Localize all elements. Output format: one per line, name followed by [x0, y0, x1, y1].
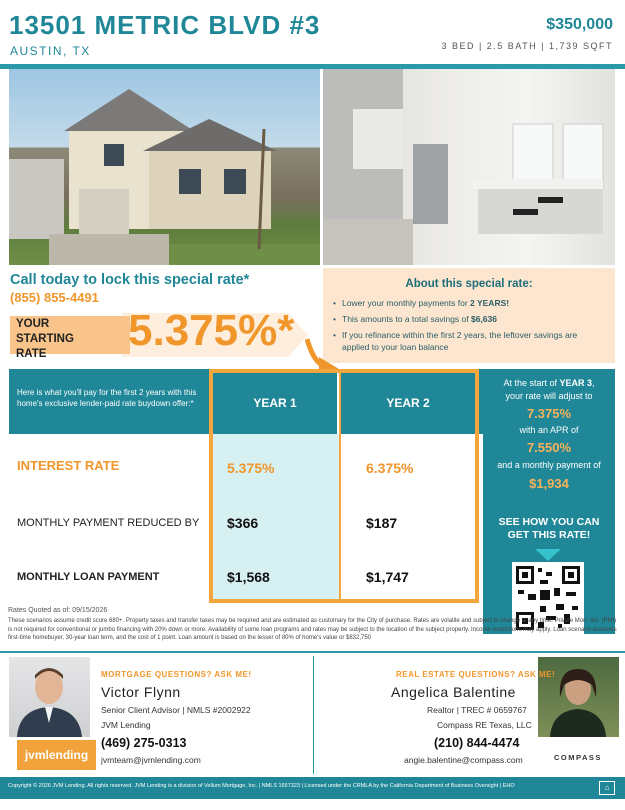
year2-payment: $1,747	[366, 569, 409, 585]
lender-company: JVM Lending	[101, 720, 151, 730]
lender-logo: jvmlending	[17, 740, 96, 770]
row-label-payment: MONTHLY LOAN PAYMENT	[17, 571, 160, 583]
year1-interest: 5.375%	[227, 460, 275, 476]
about-bullet-2	[342, 313, 607, 325]
disclaimer: These scenarios assume credit score 680+. Property taxes and transfer taxes may be required and are estimated as customary for the City of purchase. Rates are volatile and subject to change at any time. Private Mort. Ins. (PMI) is not required for conventional or jumbo financing with 20% down or more. Availability of some loan programs and rates may be subject to the location of the subject property. Income restrictions may apply. Loan scenario assumes first-time homebuyer, 30-year loan term, and the cost of 1 point. Loan amount is based on the lesser of 80% of home's value or $832,750	[8, 618, 617, 641]
year3-payment: $1,934	[529, 476, 569, 491]
year3-payment-text: and a monthly payment of	[497, 460, 601, 470]
starting-rate-label	[10, 316, 130, 360]
realtor-name: Angelica Balentine	[391, 684, 516, 700]
lender-phone[interactable]: (469) 275-0313	[101, 736, 187, 750]
call-headline: Call today to lock this special rate*	[10, 272, 250, 288]
contacts-divider	[0, 651, 625, 653]
lender-ask: MORTGAGE QUESTIONS? ASK ME!	[101, 670, 252, 679]
row-label-interest: INTEREST RATE	[17, 458, 120, 473]
row-label-reduced: MONTHLY PAYMENT REDUCED BY	[17, 517, 200, 529]
promo-phone[interactable]: (855) 855-4491	[10, 290, 99, 305]
year1-header	[213, 373, 339, 434]
kitchen-illustration	[323, 69, 615, 265]
realtor-avatar	[538, 657, 619, 737]
year3-apr: 7.550%	[526, 440, 572, 455]
year3-intro-comma: ,	[592, 378, 595, 388]
starting-rate-label-line1: YOUR	[16, 318, 50, 330]
kitchen-photo	[323, 69, 615, 265]
realtor-ask: REAL ESTATE QUESTIONS? ASK ME!	[396, 670, 556, 679]
table-hint: Here is what you'll pay for the first 2 years with this home's exclusive lender-paid rate buydown offer:*	[17, 388, 197, 408]
exterior-photo	[9, 69, 320, 265]
realtor-email[interactable]: angie.balentine@compass.com	[404, 755, 523, 765]
year1-label: YEAR 1	[253, 396, 297, 410]
house-illustration	[9, 69, 320, 265]
qr-pointer-icon	[535, 549, 561, 561]
lender-email[interactable]: jvmteam@jvmlending.com	[101, 755, 201, 765]
starting-rate-label-line3: RATE	[16, 348, 47, 360]
year2-header	[341, 373, 475, 434]
listing-specs: 3 BED | 2.5 BATH | 1,739 SQFT	[441, 41, 613, 51]
equal-housing-icon: ⌂	[599, 781, 615, 795]
year3-intro-text: At the start of	[503, 378, 560, 388]
about-bullet-1-text: Lower your monthly payments for	[342, 298, 471, 308]
about-rate-title: About this special rate:	[405, 278, 533, 290]
realtor-company: Compass RE Texas, LLC	[437, 720, 532, 730]
year2-interest: 6.375%	[366, 460, 414, 476]
year2-label: YEAR 2	[386, 396, 430, 410]
cta-line1: SEE HOW YOU CAN	[498, 516, 600, 528]
listing-city: AUSTIN, TX	[10, 44, 91, 58]
realtor-phone[interactable]: (210) 844-4474	[434, 736, 520, 750]
lender-avatar	[9, 657, 90, 737]
year3-rate: 7.375%	[526, 406, 572, 421]
listing-address: 13501 METRIC BLVD #3	[9, 10, 321, 40]
realtor-title: Realtor | TREC # 0659767	[427, 705, 527, 715]
rates-quoted-date: Rates Quoted as of: 09/15/2026	[8, 607, 108, 614]
starting-rate-value: 5.375%*	[128, 306, 295, 355]
about-bullet-1-bold: 2 YEARS!	[470, 298, 510, 308]
year3-intro	[483, 378, 615, 388]
about-bullet-1	[342, 297, 607, 309]
year1-payment: $1,568	[227, 569, 270, 585]
year3-apr-text: with an APR of	[519, 425, 579, 435]
realtor-logo: COMPASS	[554, 753, 602, 762]
about-bullet-2-bold: $6,636	[470, 314, 497, 324]
year3-intro-year: YEAR 3	[559, 378, 593, 388]
year2-reduced: $187	[366, 515, 398, 531]
listing-price: $350,000	[546, 16, 613, 33]
contacts-vertical-divider	[313, 656, 314, 774]
year1-reduced: $366	[227, 515, 259, 531]
about-bullet-3	[342, 329, 607, 353]
cta-line2: GET THIS RATE!	[507, 529, 591, 541]
about-bullet-2-text: This amounts to a total savings of	[342, 314, 471, 324]
about-bullet-3-text: If you refinance within the first 2 years, the leftover savings are applied to your loan balance	[342, 330, 578, 352]
year3-adjust-text: your rate will adjust to	[505, 391, 593, 401]
lender-title: Senior Client Advisor | NMLS #2002922	[101, 705, 251, 715]
footer-copyright: Copyright © 2026 JVM Lending. All rights reserved. JVM Lending is a division of Vellum Mortgage, Inc. | NMLS 1657323 | Licensed under the CRMLA by the California Department of Business Oversight | EHO	[8, 783, 515, 789]
lender-name: Victor Flynn	[101, 684, 181, 700]
starting-rate-label-line2: STARTING	[16, 333, 74, 345]
